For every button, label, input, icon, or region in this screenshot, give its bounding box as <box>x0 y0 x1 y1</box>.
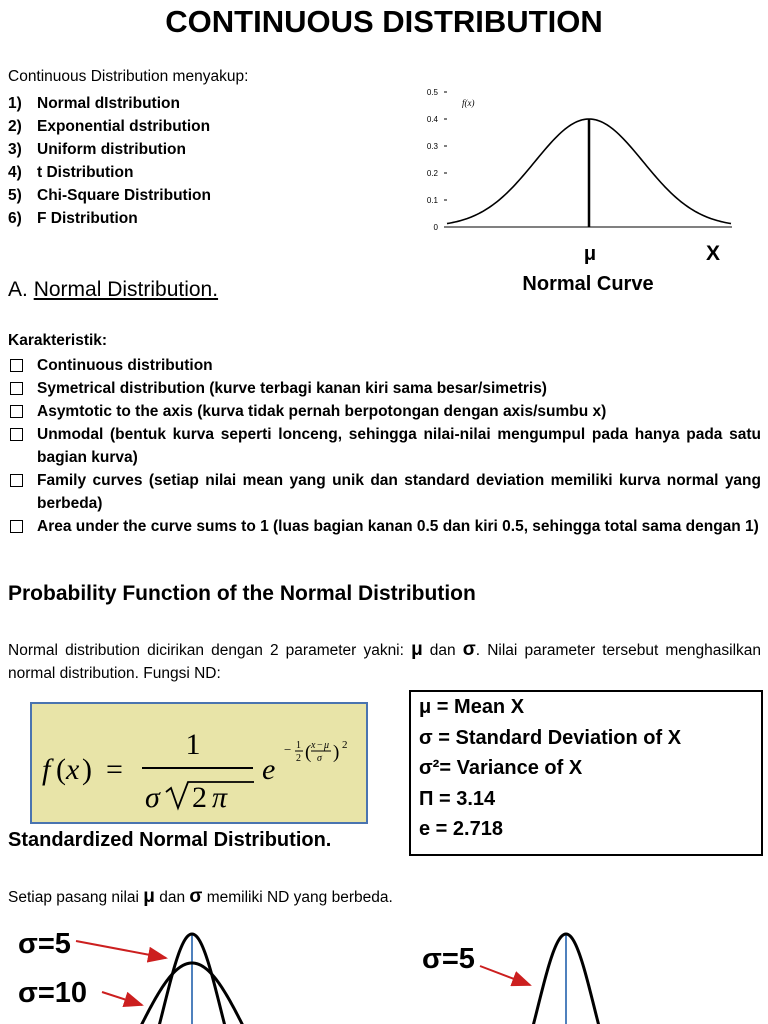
x-label: X <box>705 242 721 265</box>
list-item: 6) F Distribution <box>8 210 138 227</box>
list-item: Continuous distribution <box>8 354 761 377</box>
arrow-icon <box>76 941 166 958</box>
checkbox-icon <box>10 520 23 533</box>
svg-text:2: 2 <box>192 781 207 814</box>
page-title: CONTINUOUS DISTRIBUTION <box>165 4 603 39</box>
probability-heading: Probability Function of the Normal Distribution <box>8 582 476 605</box>
list-item: Unmodal (bentuk kurva seperti lonceng, sehingga nilai-nilai mengumpul pada hanya pada satu bagian kurva) <box>8 423 761 469</box>
standardized-heading: Standardized Normal Distribution. <box>8 829 332 851</box>
svg-text:σ: σ <box>145 781 160 814</box>
svg-text:μ: μ <box>324 740 330 751</box>
y-tick-label: 0.1 <box>426 196 438 205</box>
svg-text:(: ( <box>56 753 66 786</box>
normal-curve-chart <box>412 82 752 298</box>
list-item: 4) t Distribution <box>8 164 134 181</box>
svg-text:1: 1 <box>185 728 201 761</box>
svg-text:−: − <box>317 740 323 751</box>
legend-pi: Π = 3.14 <box>419 787 496 810</box>
karakteristik-heading: Karakteristik: <box>8 332 108 349</box>
sigma10-label: σ=10 <box>18 977 88 1009</box>
list-item: Family curves (setiap nilai mean yang unik dan standard deviation memiliki kurva normal yang berbeda) <box>8 469 761 515</box>
legend-std-dev: σ = Standard Deviation of X <box>419 726 682 749</box>
list-item: Area under the curve sums to 1 (luas bagian kanan 0.5 dan kiri 0.5, sehingga total sama dengan 1) <box>8 515 761 538</box>
svg-text:): ) <box>82 753 92 786</box>
list-item: Asymtotic to the axis (kurva tidak pernah berpotongan dengan axis/sumbu x) <box>8 400 761 423</box>
sigma5-label-right: σ=5 <box>422 943 475 975</box>
list-item: 2) Exponential dstribution <box>8 118 211 135</box>
setiap-sentence: Setiap pasang nilai μ dan σ memiliki ND yang berbeda. <box>8 886 393 907</box>
svg-text:f: f <box>42 753 51 786</box>
checkbox-icon <box>10 382 23 395</box>
checkbox-icon <box>10 359 23 372</box>
sigma5-label: σ=5 <box>18 928 71 960</box>
parameter-legend <box>409 690 763 856</box>
section-a-heading: A. Normal Distribution. <box>8 278 219 301</box>
sigma-comparison-figure <box>0 918 768 1024</box>
svg-text:=: = <box>106 753 123 786</box>
legend-e: e = 2.718 <box>419 818 503 840</box>
svg-text:): ) <box>333 742 340 763</box>
svg-text:e: e <box>262 753 276 786</box>
svg-text:−: − <box>284 742 292 757</box>
intro-text: Continuous Distribution menyakup: <box>8 68 249 85</box>
svg-text:π: π <box>212 781 228 814</box>
svg-text:(: ( <box>305 742 312 763</box>
arrow-icon <box>102 992 142 1005</box>
y-axis-label: f(x) <box>462 98 475 108</box>
legend-mean: μ = Mean X <box>419 696 525 718</box>
list-item: Symetrical distribution (kurve terbagi kanan kiri sama besar/simetris) <box>8 377 761 400</box>
list-item: 5) Chi-Square Distribution <box>8 187 211 204</box>
distribution-list <box>8 92 211 230</box>
formula-box <box>30 702 368 824</box>
svg-text:2: 2 <box>296 753 301 764</box>
checkbox-icon <box>10 428 23 441</box>
chart-caption: Normal Curve <box>522 273 654 295</box>
checkbox-icon <box>10 474 23 487</box>
y-tick-label: 0.3 <box>426 142 438 151</box>
list-item: 1) Normal dIstribution <box>8 95 180 112</box>
y-tick-label: 0 <box>433 223 438 232</box>
svg-text:x: x <box>66 753 80 786</box>
arrow-icon <box>480 966 530 985</box>
y-tick-label: 0.5 <box>426 88 438 97</box>
normal-pdf-formula <box>32 704 366 822</box>
svg-text:σ: σ <box>317 753 322 764</box>
mu-label: μ <box>583 243 597 265</box>
characteristics-list <box>8 354 761 538</box>
checkbox-icon <box>10 405 23 418</box>
y-tick-label: 0.2 <box>426 169 438 178</box>
list-item: 3) Uniform distribution <box>8 141 186 158</box>
legend-variance: σ²= Variance of X <box>419 757 583 779</box>
probability-paragraph: Normal distribution dicirikan dengan 2 parameter yakni: μ dan σ. Nilai parameter tersebut menghasilkan normal distribution. Fungsi ND: <box>8 639 762 682</box>
y-tick-label: 0.4 <box>426 115 438 124</box>
svg-text:1: 1 <box>296 740 301 751</box>
svg-text:x: x <box>311 740 316 751</box>
svg-text:2: 2 <box>342 739 348 751</box>
